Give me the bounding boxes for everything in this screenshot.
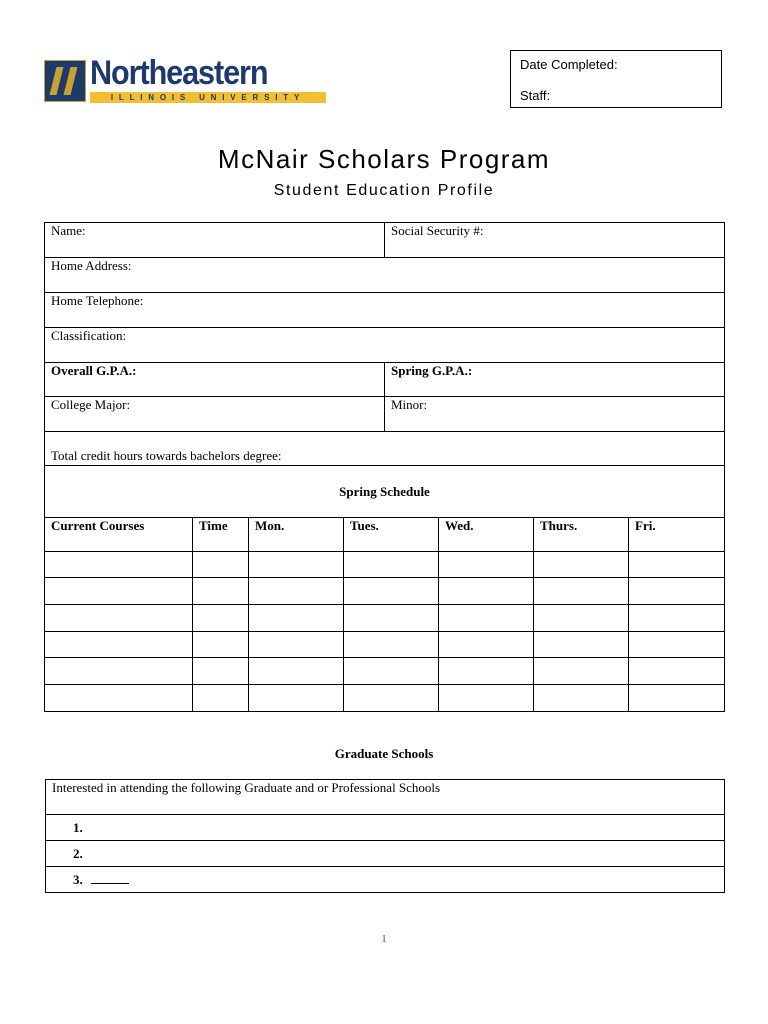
table-row bbox=[45, 552, 725, 578]
logo-wordmark: Northeastern bbox=[90, 54, 268, 92]
spring-gpa-label: Spring G.P.A.: bbox=[391, 363, 473, 378]
fri-cell[interactable] bbox=[629, 552, 725, 578]
wed-cell[interactable] bbox=[439, 605, 534, 632]
blank-underline bbox=[91, 872, 129, 884]
course-cell[interactable] bbox=[45, 552, 193, 578]
graduate-intro-text: Interested in attending the following Graduate and or Professional Schools bbox=[52, 780, 441, 795]
credit-hours-label: Total credit hours towards bachelors degree: bbox=[51, 448, 282, 463]
thurs-cell[interactable] bbox=[534, 632, 629, 658]
table-row bbox=[45, 632, 725, 658]
thurs-cell[interactable] bbox=[534, 605, 629, 632]
fri-cell[interactable] bbox=[629, 605, 725, 632]
spring-gpa-field[interactable] bbox=[385, 363, 725, 397]
col-header-mon: Mon. bbox=[249, 518, 344, 552]
spring-schedule-heading: Spring Schedule bbox=[339, 484, 430, 499]
overall-gpa-label: Overall G.P.A.: bbox=[51, 363, 137, 378]
tues-cell[interactable] bbox=[344, 578, 439, 605]
thurs-cell[interactable] bbox=[534, 685, 629, 712]
table-row bbox=[45, 605, 725, 632]
tues-cell[interactable] bbox=[344, 658, 439, 685]
course-cell[interactable] bbox=[45, 658, 193, 685]
tues-cell[interactable] bbox=[344, 552, 439, 578]
wed-cell[interactable] bbox=[439, 685, 534, 712]
thurs-cell[interactable] bbox=[534, 552, 629, 578]
time-cell[interactable] bbox=[193, 685, 249, 712]
wed-cell[interactable] bbox=[439, 552, 534, 578]
page-number: 1 bbox=[381, 933, 387, 945]
col-header-tues: Tues. bbox=[344, 518, 439, 552]
logo-emblem-icon bbox=[44, 60, 86, 102]
course-cell[interactable] bbox=[45, 685, 193, 712]
student-profile-table bbox=[44, 222, 725, 518]
course-cell[interactable] bbox=[45, 632, 193, 658]
tues-cell[interactable] bbox=[344, 685, 439, 712]
overall-gpa-field[interactable] bbox=[45, 363, 385, 397]
col-header-wed: Wed. bbox=[439, 518, 534, 552]
tues-cell[interactable] bbox=[344, 632, 439, 658]
time-cell[interactable] bbox=[193, 658, 249, 685]
wed-cell[interactable] bbox=[439, 632, 534, 658]
home-address-label: Home Address: bbox=[51, 258, 132, 273]
home-telephone-field[interactable] bbox=[45, 293, 725, 328]
page-subtitle: Student Education Profile bbox=[273, 182, 495, 199]
staff-label: Staff: bbox=[520, 88, 551, 103]
mon-cell[interactable] bbox=[249, 658, 344, 685]
time-cell[interactable] bbox=[193, 578, 249, 605]
graduate-school-item-3[interactable] bbox=[46, 867, 725, 893]
mon-cell[interactable] bbox=[249, 685, 344, 712]
graduate-school-item-2[interactable] bbox=[46, 841, 725, 867]
table-row bbox=[45, 685, 725, 712]
university-logo bbox=[44, 54, 306, 104]
time-cell[interactable] bbox=[193, 552, 249, 578]
fri-cell[interactable] bbox=[629, 685, 725, 712]
col-header-thurs: Thurs. bbox=[534, 518, 629, 552]
col-header-fri: Fri. bbox=[629, 518, 725, 552]
fri-cell[interactable] bbox=[629, 578, 725, 605]
name-field[interactable] bbox=[45, 223, 385, 258]
course-cell[interactable] bbox=[45, 605, 193, 632]
graduate-schools-table bbox=[45, 779, 725, 893]
col-header-current-courses: Current Courses bbox=[45, 518, 193, 552]
home-telephone-label: Home Telephone: bbox=[51, 293, 144, 308]
college-major-field[interactable] bbox=[45, 397, 385, 432]
table-row bbox=[45, 658, 725, 685]
name-label: Name: bbox=[51, 223, 86, 238]
mon-cell[interactable] bbox=[249, 578, 344, 605]
graduate-intro-cell bbox=[46, 780, 725, 815]
date-completed-label: Date Completed: bbox=[520, 57, 618, 72]
fri-cell[interactable] bbox=[629, 658, 725, 685]
tues-cell[interactable] bbox=[344, 605, 439, 632]
fri-cell[interactable] bbox=[629, 632, 725, 658]
item-number: 2. bbox=[73, 846, 83, 861]
graduate-schools-heading: Graduate Schools bbox=[334, 746, 434, 761]
time-cell[interactable] bbox=[193, 632, 249, 658]
minor-field[interactable] bbox=[385, 397, 725, 432]
college-major-label: College Major: bbox=[51, 397, 131, 412]
minor-label: Minor: bbox=[391, 397, 428, 412]
thurs-cell[interactable] bbox=[534, 658, 629, 685]
item-number: 1. bbox=[73, 820, 83, 835]
ssn-field[interactable] bbox=[385, 223, 725, 258]
wed-cell[interactable] bbox=[439, 578, 534, 605]
wed-cell[interactable] bbox=[439, 658, 534, 685]
schedule-header-row bbox=[45, 518, 725, 552]
mon-cell[interactable] bbox=[249, 605, 344, 632]
page-title: McNair Scholars Program bbox=[217, 144, 551, 174]
spring-schedule-heading-cell bbox=[45, 466, 725, 518]
classification-field[interactable] bbox=[45, 328, 725, 363]
course-cell[interactable] bbox=[45, 578, 193, 605]
office-use-box bbox=[510, 50, 722, 108]
credit-hours-field[interactable] bbox=[45, 432, 725, 466]
home-address-field[interactable] bbox=[45, 258, 725, 293]
table-row bbox=[45, 578, 725, 605]
classification-label: Classification: bbox=[51, 328, 127, 343]
item-number: 3. bbox=[73, 872, 83, 887]
thurs-cell[interactable] bbox=[534, 578, 629, 605]
col-header-time: Time bbox=[193, 518, 249, 552]
spring-schedule-table bbox=[44, 517, 725, 712]
logo-subtitle-strip: ILLINOIS UNIVERSITY bbox=[90, 92, 326, 103]
time-cell[interactable] bbox=[193, 605, 249, 632]
ssn-label: Social Security #: bbox=[391, 223, 484, 238]
graduate-school-item-1[interactable] bbox=[46, 815, 725, 841]
mon-cell[interactable] bbox=[249, 632, 344, 658]
mon-cell[interactable] bbox=[249, 552, 344, 578]
